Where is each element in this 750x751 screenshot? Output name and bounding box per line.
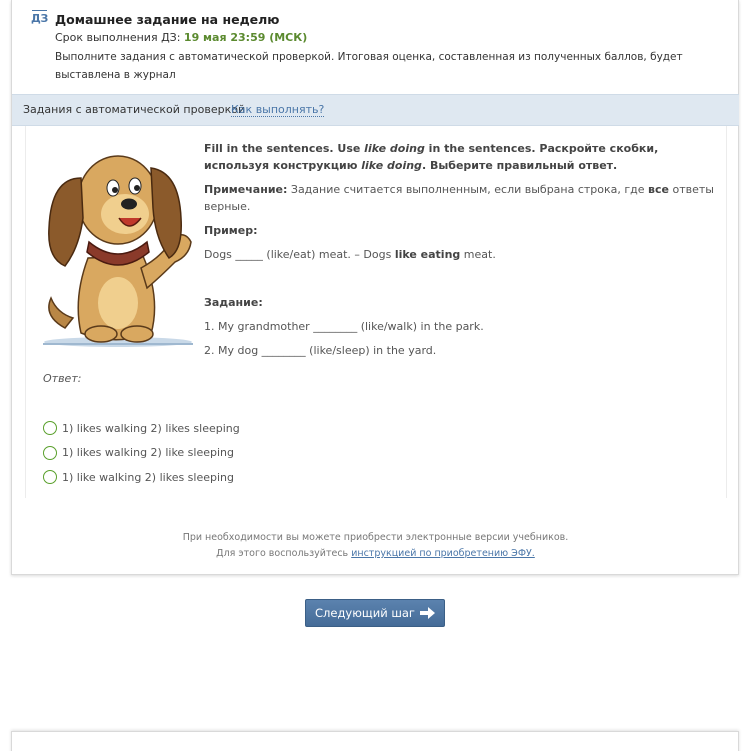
answer-option-3[interactable]: 1) like walking 2) likes sleeping bbox=[43, 465, 240, 490]
deadline-date: 19 мая 23:59 (МСК) bbox=[183, 31, 308, 44]
radio-button[interactable] bbox=[43, 446, 57, 460]
next-card bbox=[11, 731, 739, 751]
dog-illustration bbox=[43, 138, 195, 348]
example-sentence: Dogs _____ (like/eat) meat. – Dogs like eating meat. bbox=[204, 248, 496, 261]
how-to-link[interactable]: Как выполнять? bbox=[231, 103, 325, 116]
task-instruction: Fill in the sentences. Use like doing in the sentences. Раскройте скобки, используя конструкцию like doing. Выберите правильный ответ. bbox=[204, 142, 659, 172]
task-tabbar bbox=[12, 94, 739, 126]
answer-option-2[interactable]: 1) likes walking 2) like sleeping bbox=[43, 441, 240, 466]
tab-auto-check[interactable]: Задания с автоматической проверкой bbox=[23, 103, 246, 116]
answer-label: Ответ: bbox=[43, 372, 82, 385]
answer-options bbox=[43, 416, 240, 490]
textbook-note-line1: При необходимости вы можете приобрести электронные версии учебников. bbox=[182, 532, 569, 543]
homework-description: Выполните задания с автоматической проверкой. Итоговая оценка, составленная из полученных баллов, будет выставлена в журнал bbox=[55, 51, 683, 81]
next-step-label: Следующий шаг bbox=[315, 606, 415, 620]
task-text bbox=[204, 140, 714, 366]
radio-button[interactable] bbox=[43, 470, 57, 484]
homework-title: Домашнее задание на неделю bbox=[55, 12, 280, 27]
homework-card bbox=[11, 0, 739, 575]
next-step-button[interactable] bbox=[305, 599, 445, 627]
task-panel bbox=[25, 126, 727, 498]
task-label: Задание: bbox=[204, 296, 263, 309]
example-label: Пример: bbox=[204, 224, 258, 237]
arrow-right-icon bbox=[420, 607, 435, 619]
textbook-note-line2: Для этого воспользуйтесь инструкцией по приобретению ЭФУ. bbox=[216, 548, 535, 559]
radio-button[interactable] bbox=[43, 421, 57, 435]
homework-badge-icon: ДЗ bbox=[31, 12, 49, 25]
task-sentence-2: 2. My dog ________ (like/sleep) in the yard. bbox=[204, 344, 437, 357]
task-note: Примечание: Задание считается выполненным, если выбрана строка, где все ответы верные. bbox=[204, 183, 714, 213]
deadline-label: Срок выполнения ДЗ: bbox=[55, 31, 181, 44]
answer-option-1[interactable]: 1) likes walking 2) likes sleeping bbox=[43, 416, 240, 441]
textbook-note bbox=[12, 530, 739, 562]
task-sentence-1: 1. My grandmother ________ (like/walk) in the park. bbox=[204, 320, 484, 333]
deadline bbox=[55, 31, 307, 44]
textbook-instruction-link[interactable]: инструкцией по приобретению ЭФУ. bbox=[351, 548, 535, 559]
